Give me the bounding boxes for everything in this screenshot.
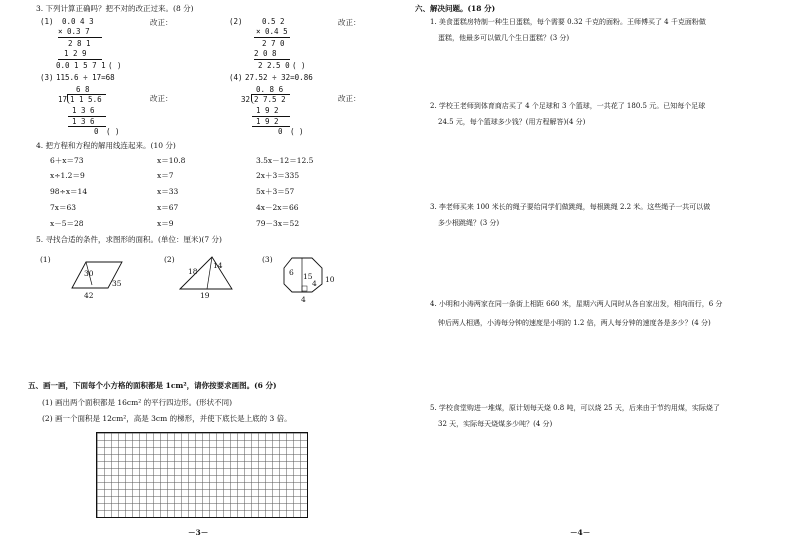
fix-label: 改正： [338, 94, 361, 103]
problem-text: 32 天，实际每天烧煤多少吨？(4 分) [438, 420, 553, 428]
fix-label: 改正： [338, 18, 361, 27]
calc-quotient: 6 8 [76, 85, 90, 94]
fig1-label-a: 30 [84, 269, 94, 278]
calc-result: 2 2.5 0 [258, 61, 290, 70]
equation-solution: x＝10.8 [157, 156, 186, 165]
calc-step: 1 9 2 [256, 106, 279, 115]
calc-divisor: 32 [241, 95, 251, 104]
equation-left: x－5＝28 [50, 219, 84, 228]
fig1-label-b: 35 [112, 279, 122, 288]
problem-text: 钟后两人相遇，小涛每分钟的速度是小明的 1.2 倍，两人每分钟的速度各是多少？(4 分) [438, 319, 711, 327]
calc-quotient: 0. 8 6 [256, 85, 284, 94]
equation-solution: x＝67 [157, 203, 179, 212]
q4-title: 4. 把方程和方程的解用线连起来。(10 分) [36, 141, 176, 150]
equation-left: 98÷x＝14 [50, 187, 88, 196]
fig2-label-b: 14 [213, 261, 223, 270]
right-angle-mark [302, 286, 307, 291]
calc-result: 0 [94, 127, 99, 136]
fig2-num: (2) [164, 255, 175, 264]
problem-text: 2. 学校王老师到体育商店买了 4 个足球和 3 个篮球，一共花了 180.5 元。已知每个足球 [430, 102, 706, 110]
equation-right: 5x＋3＝57 [256, 187, 295, 196]
calc-row: 1 2 9 [64, 49, 87, 58]
problem-text: 5. 学校食堂购进一堆煤，原计划每天烧 0.8 吨，可以烧 25 天，后来由于节约用煤，实际烧了 [430, 404, 720, 412]
draw-task-1: (1) 画出两个面积都是 16cm² 的平行四边形。(形状不同) [42, 398, 232, 407]
equation-right: 3.5x－12＝12.5 [256, 156, 314, 165]
calc-expr: 27.52 ÷ 32=0.86 [245, 73, 313, 82]
fig3-label-a: 6 [289, 268, 294, 277]
fig3-label-d: 10 [325, 275, 335, 284]
calc-dividend: 1 1 5.6 [70, 95, 102, 104]
answer-paren[interactable]: ( ) [290, 127, 304, 136]
equation-left: 6＋x＝73 [50, 156, 84, 165]
calc-step: 1 9 2 [256, 117, 279, 126]
fig2-label-a: 18 [188, 267, 198, 276]
calc-row: 0.5 2 [262, 17, 285, 26]
calc-expr: 115.6 ÷ 17=68 [56, 73, 115, 82]
calc-result: 0.0 1 5 7 1 [56, 61, 106, 70]
calc-dividend: 2 7.5 2 [254, 95, 286, 104]
calc-num: (1) [40, 17, 54, 26]
calc-row: × 0.4 5 [256, 27, 288, 36]
problem-text: 3. 李老师买来 100 米长的绳子要给同学们做跳绳，每根跳绳 2.2 米。这些绳子一共可以做 [430, 203, 711, 211]
fix-label: 改正： [150, 18, 173, 27]
calc-divisor: 17 [58, 95, 68, 104]
fig1-label-base: 42 [84, 291, 94, 300]
draw-task-2: (2) 画一个面积是 12cm²，高是 3cm 的梯形，并使下底长是上底的 3 倍。 [42, 414, 292, 423]
equation-right: 2x＋3＝335 [256, 171, 300, 180]
equation-left: x÷1.2＝9 [50, 171, 85, 180]
page-number-right: －4－ [570, 528, 591, 537]
fix-label: 改正： [150, 94, 173, 103]
calc-step: 1 3 6 [72, 117, 95, 126]
problem-text: 24.5 元，每个篮球多少钱？(用方程解答)(4 分) [438, 118, 586, 126]
fig3-label-base: 4 [301, 295, 306, 304]
equation-right: 4x－2x＝66 [256, 203, 299, 212]
calc-row: 0.0 4 3 [62, 17, 94, 26]
calc-row: 2 7 0 [262, 39, 285, 48]
calc-num: (3) [40, 73, 54, 82]
calc-row: × 0.3 7 [58, 27, 90, 36]
equation-solution: x＝7 [157, 171, 174, 180]
fig2-label-base: 19 [200, 291, 210, 300]
equation-solution: x＝33 [157, 187, 179, 196]
answer-paren[interactable]: ( ) [108, 61, 122, 70]
section6-title: 六、解决问题。(18 分) [415, 4, 496, 13]
problem-text: 多少根跳绳？(3 分) [438, 219, 500, 227]
fig3-label-b: 15 [303, 272, 313, 281]
problem-text: 4. 小明和小涛两家在同一条街上相距 660 米，星期六两人同时从各自家出发，相向而行，6 分 [430, 300, 723, 308]
fig1-num: (1) [40, 255, 51, 264]
calc-row: 2 0 8 [254, 49, 277, 58]
equation-solution: x＝9 [157, 219, 174, 228]
calc-result: 0 [278, 127, 283, 136]
equation-right: 79－3x＝52 [256, 219, 300, 228]
answer-paren[interactable]: ( ) [106, 127, 120, 136]
problem-text: 蛋糕，他最多可以做几个生日蛋糕？(3 分) [438, 34, 570, 42]
calc-num: (4) [229, 73, 243, 82]
q5-title: 5. 寻找合适的条件，求图形的面积。(单位：厘米)(7 分) [36, 235, 222, 244]
section5-title: 五、画一画，下面每个小方格的面积都是 1cm²，请你按要求画图。(6 分) [28, 381, 277, 390]
page-number-left: －3－ [188, 528, 209, 537]
answer-paren[interactable]: ( ) [292, 61, 306, 70]
calc-step: 1 3 6 [72, 106, 95, 115]
fig3-num: (3) [262, 255, 273, 264]
calc-num: (2) [229, 17, 243, 26]
q3-title: 3. 下列计算正确吗？把不对的改正过来。(8 分) [36, 4, 194, 13]
square-grid[interactable] [96, 432, 308, 518]
equation-left: 7x＝63 [50, 203, 77, 212]
calc-row: 2 8 1 [68, 39, 91, 48]
fig3-label-c: 4 [312, 279, 317, 288]
problem-text: 1. 美食蛋糕房特制一种生日蛋糕，每个需要 0.32 千克的面粉。王师傅买了 4 千克面粉做 [430, 18, 706, 26]
